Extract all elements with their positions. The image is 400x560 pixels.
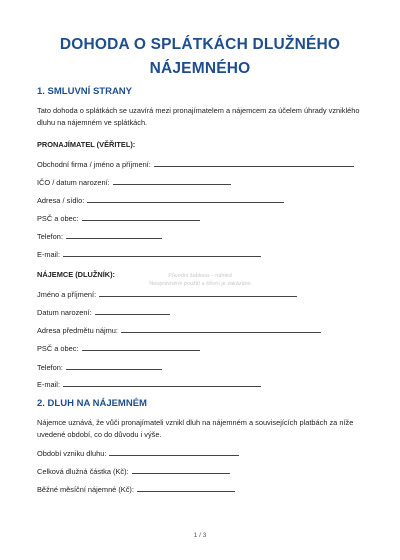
landlord-name-field[interactable]: [37, 158, 354, 170]
tenant-birthdate-field[interactable]: [37, 306, 170, 318]
section2-intro-line1: Nájemce uznává, že vůči pronajímateli vznikl dluh na nájemném a souvisejících platbách za níže: [37, 418, 354, 427]
debt-total-field[interactable]: [37, 465, 230, 477]
landlord-id-field[interactable]: [37, 176, 231, 188]
tenant-phone-field[interactable]: [37, 361, 162, 373]
watermark-line1: Původní šablona – náhled: [168, 273, 232, 279]
tenant-birthdate-label: Datum narození:: [37, 308, 92, 317]
section1-intro-line1: Tato dohoda o splátkách se uzavírá mezi pronajímatelem a nájemcem za účelem úhrady vzniklého: [37, 106, 360, 115]
landlord-heading: PRONAJÍMATEL (VĚŘITEL):: [37, 140, 136, 149]
landlord-phone-label: Telefon:: [37, 232, 63, 241]
monthly-rent-field[interactable]: [37, 483, 235, 495]
tenant-email-line[interactable]: [63, 378, 261, 387]
tenant-heading: NÁJEMCE (DLUŽNÍK):: [37, 270, 116, 279]
section1-intro-line2: dluhu na nájemném ve splátkách.: [37, 118, 148, 127]
tenant-rental-address-field[interactable]: [37, 324, 321, 336]
tenant-phone-line[interactable]: [66, 361, 162, 370]
tenant-postcode-field[interactable]: [37, 342, 200, 354]
page-number: 1 / 3: [193, 532, 207, 539]
landlord-phone-line[interactable]: [66, 230, 162, 239]
landlord-address-label: Adresa / sídlo:: [37, 196, 85, 205]
landlord-id-line[interactable]: [113, 176, 231, 185]
landlord-email-line[interactable]: [63, 248, 261, 257]
tenant-email-label: E-mail:: [37, 380, 60, 389]
tenant-birthdate-line[interactable]: [95, 306, 170, 315]
landlord-postcode-label: PSČ a obec:: [37, 214, 79, 223]
tenant-rental-address-label: Adresa předmětu nájmu:: [37, 326, 118, 335]
landlord-email-label: E-mail:: [37, 250, 60, 259]
landlord-postcode-line[interactable]: [82, 212, 200, 221]
tenant-name-line[interactable]: [99, 288, 297, 297]
tenant-rental-address-line[interactable]: [121, 324, 321, 333]
preview-watermark: [120, 272, 280, 288]
document-title-line2: NÁJEMNÉHO: [149, 60, 251, 77]
monthly-rent-line[interactable]: [137, 483, 235, 492]
landlord-email-field[interactable]: [37, 248, 261, 260]
watermark-line2: Neoprávněné použití a šíření je zakázáno: [149, 281, 251, 287]
document-title-line1: DOHODA O SPLÁTKÁCH DLUŽNÉHO: [59, 36, 341, 53]
tenant-name-field[interactable]: [37, 288, 297, 300]
landlord-id-label: IČO / datum narození:: [37, 178, 110, 187]
debt-total-line[interactable]: [132, 465, 230, 474]
monthly-rent-label: Běžné měsíční nájemné (Kč):: [37, 485, 134, 494]
tenant-email-field[interactable]: [37, 378, 261, 390]
tenant-postcode-line[interactable]: [82, 342, 200, 351]
tenant-phone-label: Telefon:: [37, 363, 63, 372]
landlord-name-label: Obchodní firma / jméno a příjmení:: [37, 160, 151, 169]
landlord-name-line[interactable]: [154, 158, 354, 167]
landlord-address-line[interactable]: [87, 194, 284, 203]
section2-heading: 2. DLUH NA NÁJEMNÉM: [37, 398, 147, 409]
debt-period-field[interactable]: [37, 447, 239, 459]
tenant-postcode-label: PSČ a obec:: [37, 344, 79, 353]
debt-period-label: Období vzniku dluhu:: [37, 449, 107, 458]
landlord-postcode-field[interactable]: [37, 212, 200, 224]
landlord-phone-field[interactable]: [37, 230, 162, 242]
section2-intro-line2: uvedené období, co do důvodu i výše.: [37, 430, 162, 439]
tenant-name-label: Jméno a příjmení:: [37, 290, 97, 299]
debt-total-label: Celková dlužná částka (Kč):: [37, 467, 129, 476]
section1-heading: 1. SMLUVNÍ STRANY: [37, 86, 133, 97]
landlord-address-field[interactable]: [37, 194, 284, 206]
debt-period-line[interactable]: [109, 447, 239, 456]
